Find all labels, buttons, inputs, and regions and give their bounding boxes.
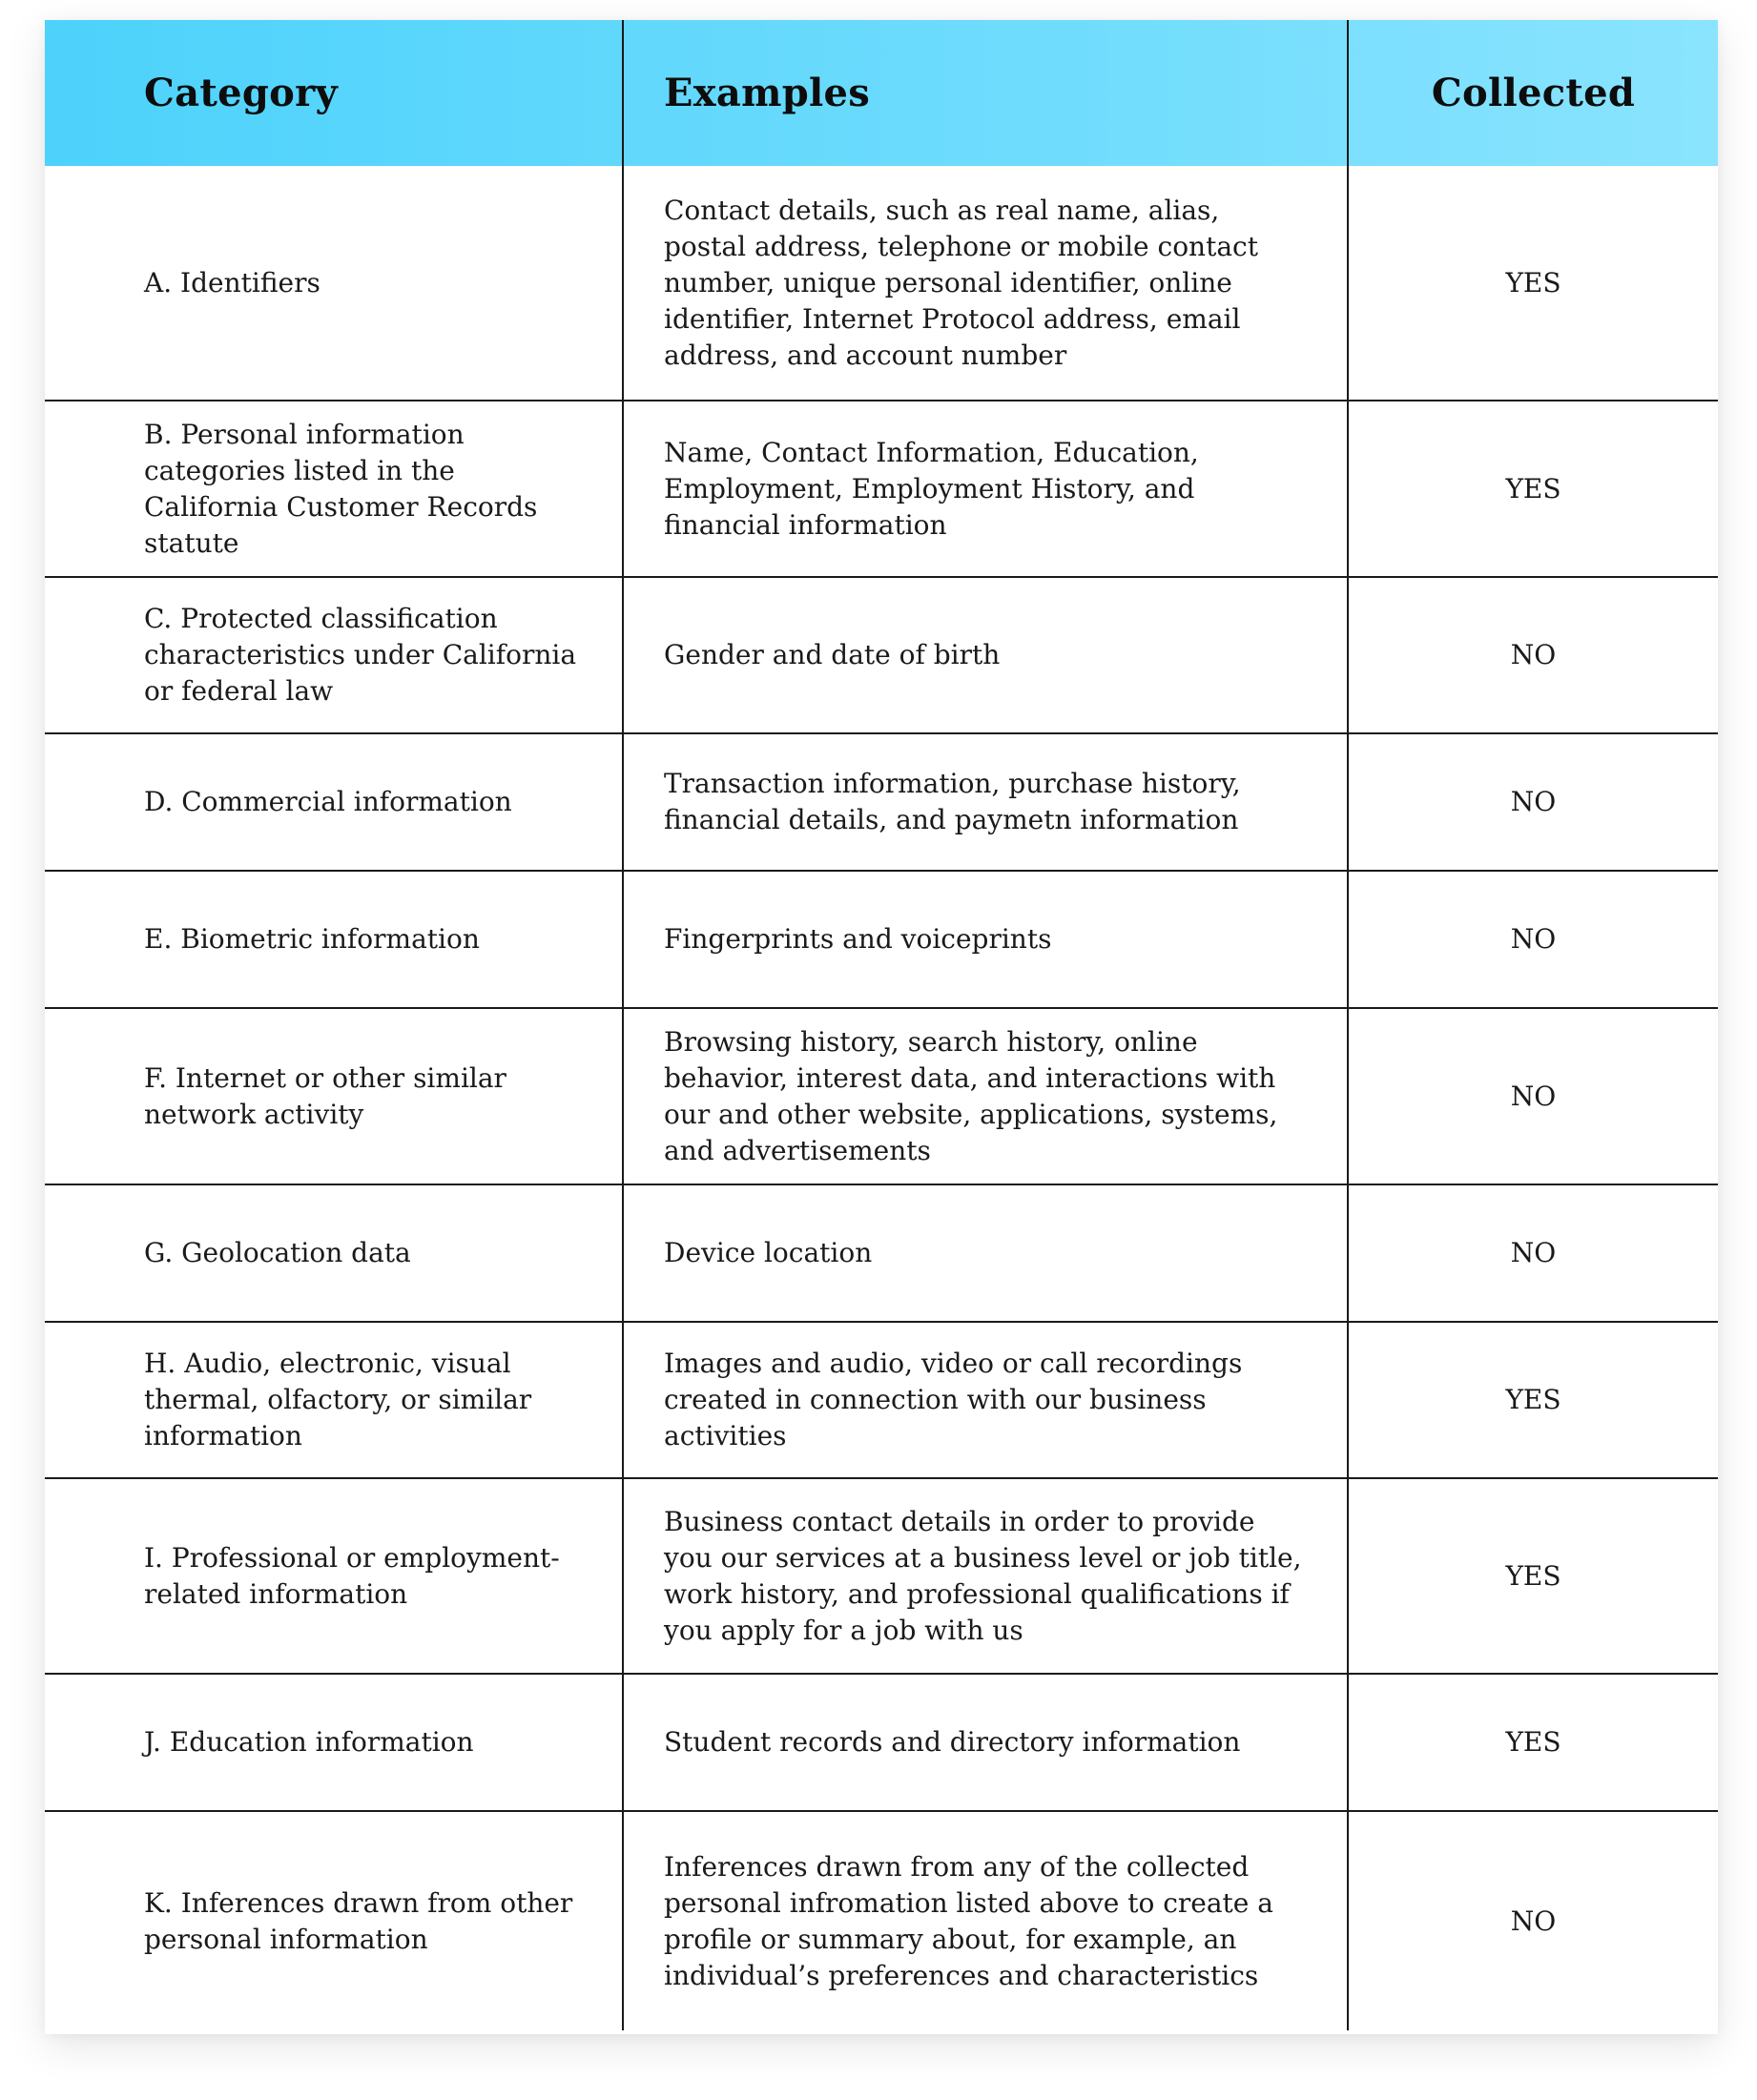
category-cell: B. Personal information categories listed in the California Customer Records statute (45, 401, 623, 577)
table-row (45, 733, 1718, 871)
examples-cell: Student records and directory information (623, 1674, 1348, 1811)
table-row (45, 1811, 1718, 2030)
table-row (45, 166, 1718, 401)
examples-cell: Transaction information, purchase history, financial details, and paymetn information (623, 733, 1348, 871)
category-cell: D. Commercial information (45, 733, 623, 871)
collected-cell: YES (1348, 401, 1718, 577)
table-row (45, 401, 1718, 577)
collected-cell: NO (1348, 1008, 1718, 1184)
examples-cell: Contact details, such as real name, alias, postal address, telephone or mobile contact number, unique personal identifier, online identifier, Internet Protocol address, email address, and account number (623, 166, 1348, 401)
header-examples: Examples (623, 20, 1348, 166)
collected-cell: NO (1348, 871, 1718, 1008)
collected-cell: NO (1348, 1184, 1718, 1322)
header-category: Category (144, 71, 339, 115)
category-cell: H. Audio, electronic, visual thermal, olfactory, or similar information (45, 1322, 623, 1478)
category-cell: F. Internet or other similar network activity (45, 1008, 623, 1184)
examples-cell: Business contact details in order to provide you our services at a business level or job title, work history, and professional qualifications if you apply for a job with us (623, 1478, 1348, 1674)
table-row (45, 1322, 1718, 1478)
examples-cell: Images and audio, video or call recordings created in connection with our business activities (623, 1322, 1348, 1478)
table-body (45, 166, 1718, 2030)
examples-cell: Browsing history, search history, online behavior, interest data, and interactions with our and other website, applications, systems, and advertisements (623, 1008, 1348, 1184)
table-row (45, 1008, 1718, 1184)
category-cell: C. Protected classification characteristics under California or federal law (45, 577, 623, 733)
collected-cell: YES (1348, 1478, 1718, 1674)
collected-cell: NO (1348, 1811, 1718, 2030)
table-row (45, 871, 1718, 1008)
collected-cell: YES (1348, 1322, 1718, 1478)
collected-cell: YES (1348, 166, 1718, 401)
category-cell: E. Biometric information (45, 871, 623, 1008)
collected-cell: YES (1348, 1674, 1718, 1811)
category-cell: J. Education information (45, 1674, 623, 1811)
table-header (45, 20, 1718, 166)
examples-cell: Device location (623, 1184, 1348, 1322)
personal-info-table-card (45, 20, 1718, 2034)
collected-cell: NO (1348, 577, 1718, 733)
table-row (45, 577, 1718, 733)
category-cell: I. Professional or employment-related information (45, 1478, 623, 1674)
examples-cell: Name, Contact Information, Education, Employment, Employment History, and financial information (623, 401, 1348, 577)
examples-cell: Fingerprints and voiceprints (623, 871, 1348, 1008)
category-cell: A. Identifiers (144, 266, 320, 299)
examples-cell: Gender and date of birth (623, 577, 1348, 733)
table-row (45, 1184, 1718, 1322)
personal-info-categories-table (45, 20, 1718, 2030)
collected-cell: NO (1348, 733, 1718, 871)
table-row (45, 1478, 1718, 1674)
examples-cell: Inferences drawn from any of the collected personal infromation listed above to create a profile or summary about, for example, an individual’s preferences and characteristics (623, 1811, 1348, 2030)
category-cell: G. Geolocation data (45, 1184, 623, 1322)
header-row (45, 20, 1718, 166)
category-cell: K. Inferences drawn from other personal information (45, 1811, 623, 2030)
header-collected: Collected (1348, 20, 1718, 166)
table-row (45, 1674, 1718, 1811)
